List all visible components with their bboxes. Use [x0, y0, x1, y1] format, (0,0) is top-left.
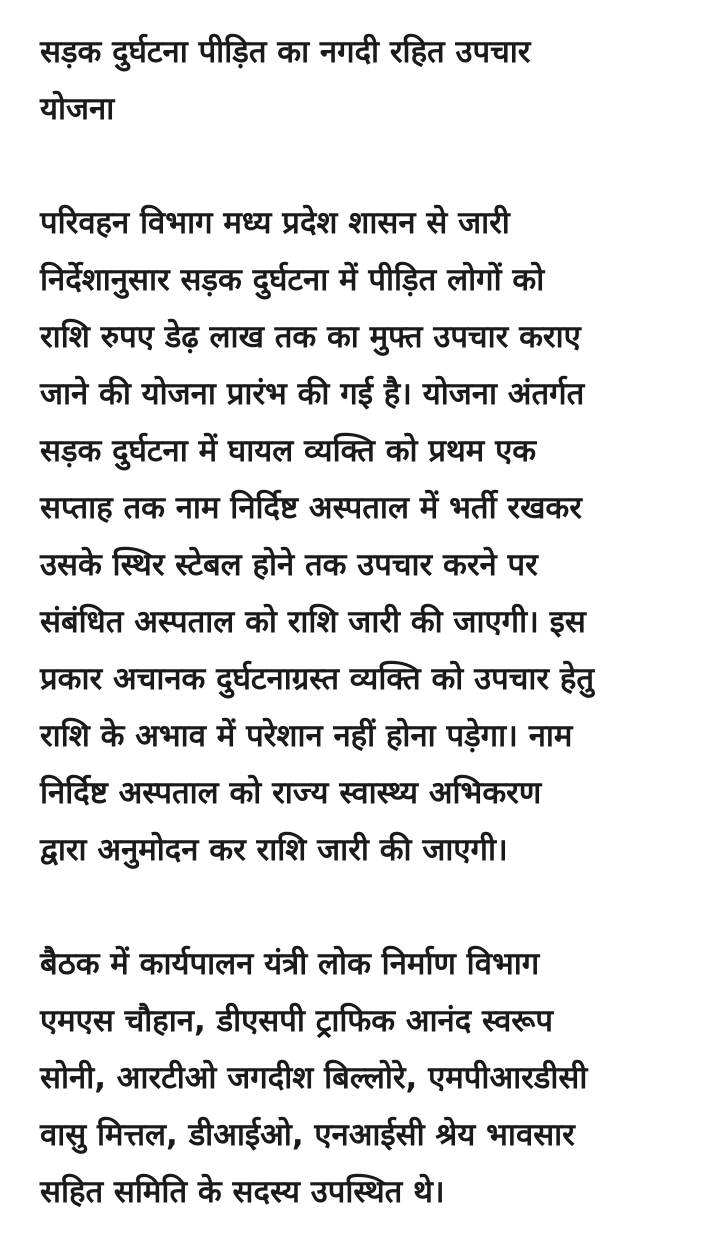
- paragraph-line: सहित समिति के सदस्य उपस्थित थे।: [40, 1174, 445, 1210]
- paragraph-line: राशि रुपए डेढ़ लाख तक का मुफ्त उपचार कराए: [40, 319, 581, 355]
- paragraph-line: वासु मित्तल, डीआईओ, एनआईसी श्रेय भावसार: [40, 1117, 575, 1153]
- paragraph-line: परिवहन विभाग मध्य प्रदेश शासन से जारी: [40, 205, 510, 241]
- paragraph-line: निर्दिष्ट अस्पताल को राज्य स्वास्थ्य अभिकरण: [40, 775, 542, 811]
- paragraph-line: सड़क दुर्घटना में घायल व्यक्ति को प्रथम एक: [40, 433, 537, 469]
- paragraph-line: एमएस चौहान, डीएसपी ट्राफिक आनंद स्वरूप: [40, 1003, 554, 1039]
- paragraph-line: संबंधित अस्पताल को राशि जारी की जाएगी। इस: [40, 604, 586, 640]
- article-title: [40, 24, 686, 138]
- paragraph-line: निर्देशानुसार सड़क दुर्घटना में पीड़ित लोगों को: [40, 262, 545, 298]
- paragraph-line: सप्ताह तक नाम निर्दिष्ट अस्पताल में भर्ती रखकर: [40, 490, 582, 526]
- paragraph-line: राशि के अभाव में परेशान नहीं होना पड़ेगा। नाम: [40, 718, 573, 754]
- paragraph-line: जाने की योजना प्रारंभ की गई है। योजना अंतर्गत: [40, 376, 585, 412]
- paragraph-line: प्रकार अचानक दुर्घटनाग्रस्त व्यक्ति को उपचार हेतु: [40, 661, 595, 697]
- paragraph-2: [40, 936, 686, 1221]
- paragraph-1: [40, 195, 686, 879]
- title-line: योजना: [40, 91, 115, 127]
- paragraph-line: द्वारा अनुमोदन कर राशि जारी की जाएगी।: [40, 832, 508, 868]
- paragraph-line: उसके स्थिर स्टेबल होने तक उपचार करने पर: [40, 547, 538, 583]
- paragraph-line: बैठक में कार्यपालन यंत्री लोक निर्माण विभाग: [40, 946, 540, 982]
- paragraph-gap: [40, 138, 686, 195]
- title-line: सड़क दुर्घटना पीड़ित का नगदी रहित उपचार: [40, 34, 531, 70]
- paragraph-line: सोनी, आरटीओ जगदीश बिल्लोरे, एमपीआरडीसी: [40, 1060, 588, 1096]
- paragraph-gap: [40, 879, 686, 936]
